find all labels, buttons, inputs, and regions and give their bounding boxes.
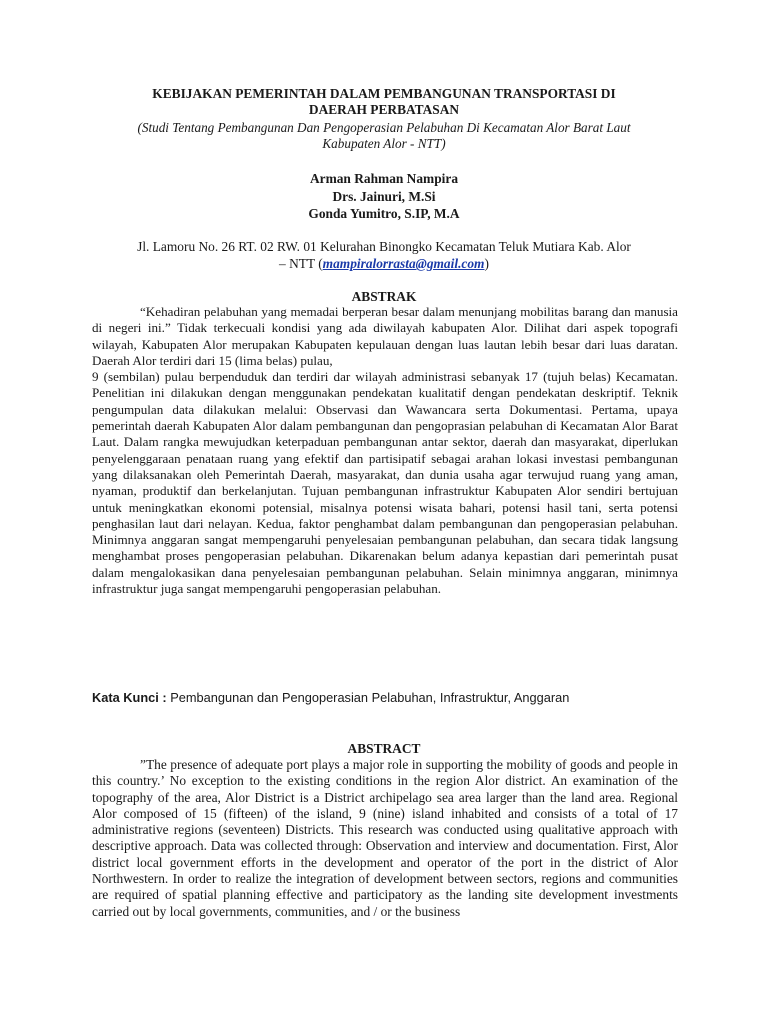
abstract-paragraph [92,757,678,920]
author-1: Arman Rahman Nampira [309,171,459,186]
author-3: Gonda Yumitro, S.IP, M.A [308,206,460,221]
subtitle-line-1: (Studi Tentang Pembangunan Dan Pengoperasian Pelabuhan Di Kecamatan Alor Barat Laut [137,120,631,135]
author-address [60,238,708,272]
abstrak-paragraph-1 [92,304,678,369]
keywords-text: Pembangunan dan Pengoperasian Pelabuhan, Infrastruktur, Anggaran [170,690,570,705]
title-line-2: DAERAH PERBATASAN [308,102,460,117]
title-line-1: KEBIJAKAN PEMERINTAH DALAM PEMBANGUNAN TRANSPORTASI DI [152,86,616,101]
address-line-2 [60,255,708,272]
abstrak-heading: ABSTRAK [351,289,417,304]
subtitle-line-2: Kabupaten Alor - NTT) [322,136,446,151]
abstract-paragraph-text: ”The presence of adequate port plays a major role in supporting the mobility of goods and people in this country.’ No exception to the existing conditions in the region Alor district. An examination of the topography of the area, Alor District is a District archipelago sea area larger than the land area. Regional Alor composed of 15 (fifteen) of the island, 9 (nine) island inhabited and consists of a total of 17 administrative regions (seventeen) Districts. This research was conducted using qualitative approach with descriptive approach. Data was collected through: Observation and interview and documentation. First, Alor district local government efforts in the development and operator of the port in the district of Alor Northwestern. In order to realize the integration of development between sectors, regions and communities are required of spatial planning effective and participatory as the landing site development investments carried out by local governments, communities, and / or the business [92,757,678,919]
address-line-1: Jl. Lamoru No. 26 RT. 02 RW. 01 Kelurahan Binongko Kecamatan Teluk Mutiara Kab. Alor [137,239,631,254]
author-2: Drs. Jainuri, M.Si [332,188,436,204]
paper-title [60,86,708,118]
abstract-heading: ABSTRACT [347,741,421,756]
paper-subtitle [60,120,708,152]
abstrak-paragraph-2: 9 (sembilan) pulau berpenduduk dan terdiri dar wilayah administrasi sebanyak 17 (tujuh belas) Kecamatan. Penelitian ini dilakukan dengan menggunakan pendekatan kualitatif dengan pendekatan deskriptif. Teknik pengumpulan data dilakukan melalui: Observasi dan Wawancara serta Dokumentasi. Pertama, upaya pemerintah daerah Kabupaten Alor dalam pembangunan dan pengoprasian pelabuhan di Kecamatan Alor Barat Laut. Dalam rangka mewujudkan keterpaduan pembangunan antar sektor, daerah dan masyarakat, diperlukan penyelenggaraan penataan ruang yang efektif dan partisipatif sebagai arahan lokasi investasi pembangunan yang dilaksanakan oleh Pemerintah Daerah, masyarakat, dan dunia usaha agar terwujud ruang yang aman, nyaman, produktif dan berkelanjutan. Tujuan pembangunan infrastruktur Kabupaten Alor sendiri bertujuan untuk meningkatkan ekonomi potensial, misalnya potensi wisata bahari, potensi hasil tani, serta potensi penghasilan laut dari nelayan. Kedua, faktor penghambat dalam pembangunan dan pengoperasian pelabuhan. Minimnya anggaran sangat mempengaruhi penyelesaian pembangunan pelabuhan, dan secara tidak langsung menghambat proses pengoperasian pelabuhan. Dikarenakan belum adanya kepastian dari pemerintah pusat dalam mengalokasikan dana penyelesaian pembangunan pelabuhan. Selain minimnya anggaran, minimnya infrastruktur juga sangat mempengaruhi pengoperasian pelabuhan. [92,369,678,597]
keywords [92,690,678,706]
address-prefix: – NTT ( [279,256,323,271]
abstrak-body [92,304,678,597]
abstract-body [92,757,678,920]
author-list [60,170,708,223]
email-link[interactable]: mampiralorrasta@gmail.com [322,256,485,271]
abstrak-paragraph-1-text: “Kehadiran pelabuhan yang memadai berperan besar dalam menunjang mobilitas barang dan manusia di negeri ini.” Tidak terkecuali kondisi yang ada diwilayah kabupaten Alor. Dilihat dari aspek topografi wilayah, Kabupaten Alor merupakan Kabupaten kepulauan dengan luas lautan lebih besar dari luas daratan. Daerah Alor terdiri dari 15 (lima belas) pulau, [92,304,678,368]
keywords-label: Kata Kunci : [92,690,167,705]
address-suffix: ) [484,256,489,271]
